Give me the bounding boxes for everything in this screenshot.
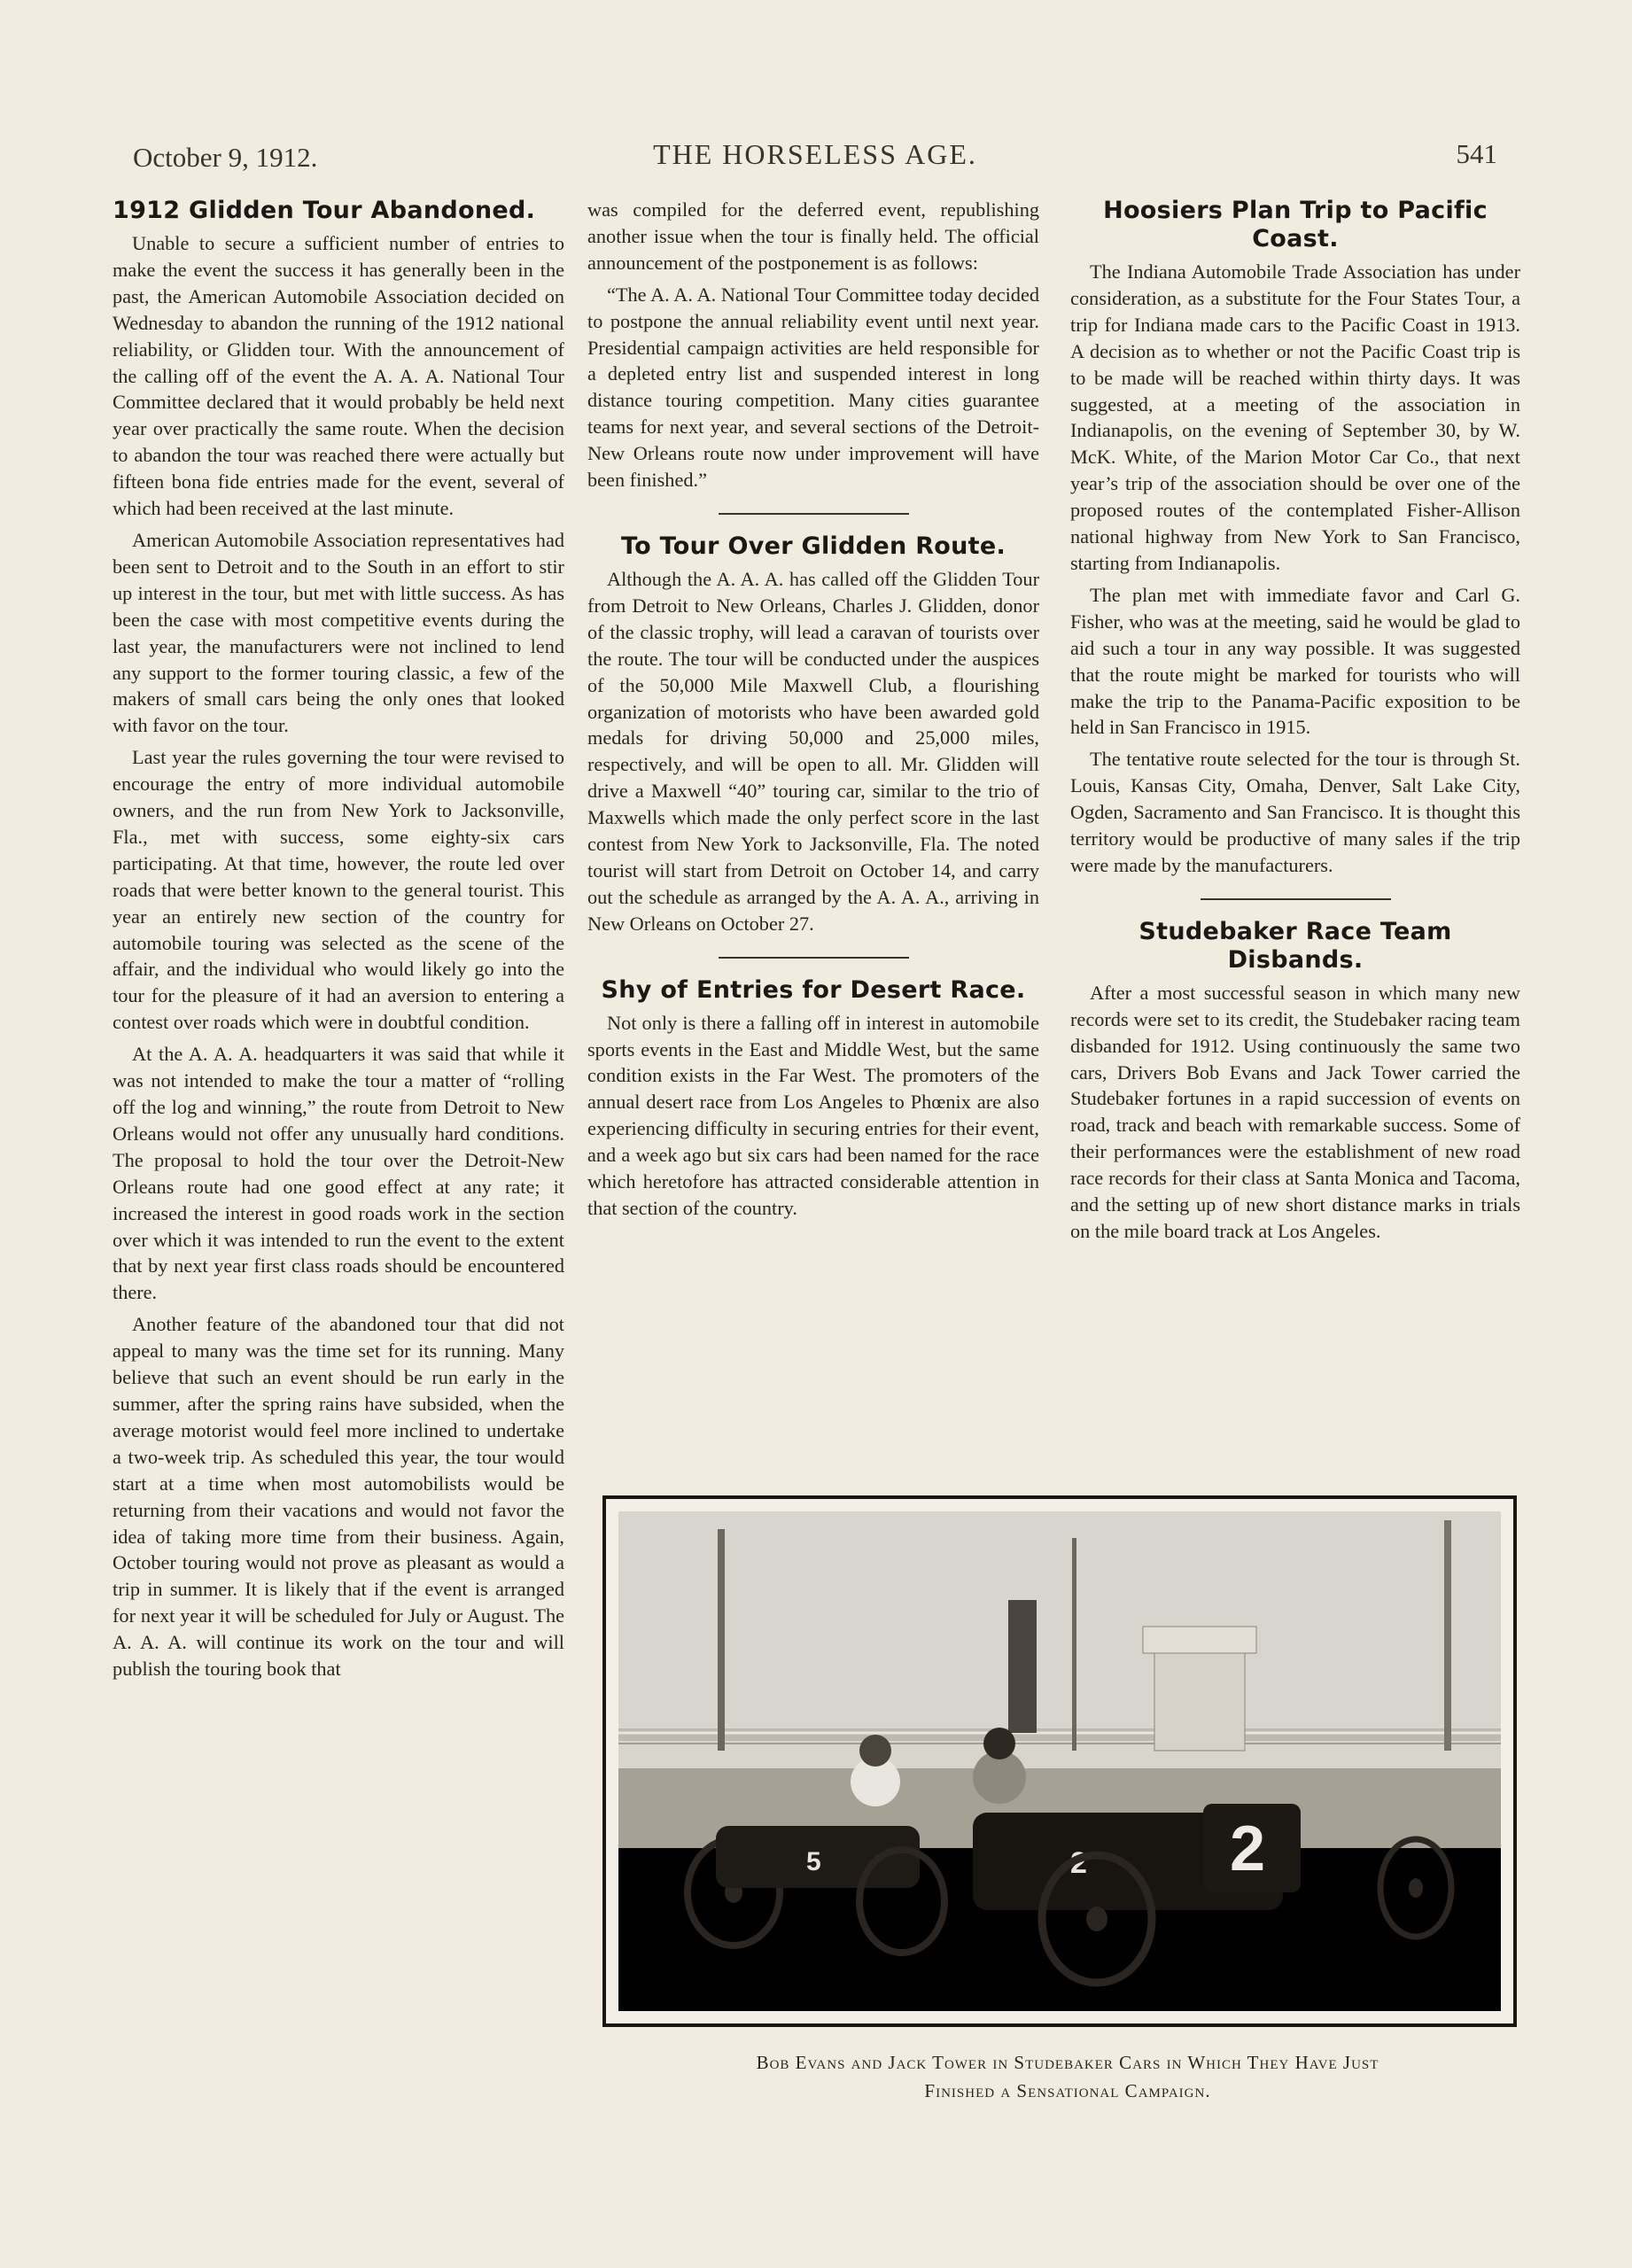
article-paragraph: “The A. A. A. National Tour Committee today decided to postpone the annual reliability event until next year. Presidential campaign activities are held responsible for a depleted entry list and suspended interest in long distance touring competition. Many cities guarantee teams for next year, and several sections of the Detroit-New Orleans route now under improvement will have been finished.” [587,283,1039,492]
article-paragraph: American Automobile Association representatives had been sent to Detroit and to the South in an effort to stir up interest in the tour, but met with little success. As has been the case with most competitive events during the last year, the manufacturers were not inclined to lend any support to the former touring classic, a few of the makers of small cars being the only ones that looked with favor on the tour. [113,528,564,737]
article-title-hoosiers: Hoosiers Plan Trip to Pacific Coast. [1103,197,1488,252]
article-paragraph: Unable to secure a sufficient number of entries to make the event the success it has generally been in the past, the American Automobile Association decided on Wednesday to abandon the running of the 1912 national reliability, or Glidden tour. With the announcement of the calling off of the event the A. A. A. National Tour Committee declared that it would probably be held next year over practically the same route. When the decision to abandon the tour was reached there were actually but fifteen bona fide entries made for the event, several of which had been received at the last minute. [113,232,564,520]
caption-line-2: Finished a Sensational Campaign. [924,2080,1211,2101]
article-paragraph: Another feature of the abandoned tour that did not appeal to many was the time set for its running. Many believe that such an event should be run early in the summer, after the spring rains have subsided, when the average motorist would feel more inclined to undertake a two-week trip. As scheduled this year, the tour would start at a time when most automobilists would be returning from their vacations and would not favor the idea of taking more time from their business. Again, October touring would not prove as pleasant as would a trip in summer. It is likely that if the event is arranged for next year it will be scheduled for July or August. The A. A. A. will continue its work on the tour and will publish the touring book that [113,1313,564,1681]
masthead: THE HORSELESS AGE. [653,138,977,170]
race-cars-photo [618,1511,1501,2011]
article-paragraph: Last year the rules governing the tour were revised to encourage the entry of more individual automobile owners, and the run from New York to Jacksonville, Fla., met with success, some eighty-six cars participating. At that time, however, the route led over roads that were better known to the general tourist. This year an entirely new section of the country for automobile touring was selected as the scene of the affair, and the individual who would likely go into the tour for the pleasure of it had an aversion to entering a contest over roads which were in doubtful condition. [113,746,564,1034]
column-2 [587,197,1039,1222]
page-number: 541 [1456,138,1497,169]
article-paragraph: The tentative route selected for the tour is through St. Louis, Kansas City, Omaha, Denver, Salt Lake City, Ogden, Sacramento and San Francisco. It is thought this territory would be productive of many sales if the trip were made by the manufacturers. [1070,748,1520,876]
article-paragraph: At the A. A. A. headquarters it was said that while it was not intended to make the tour a matter of “rolling off the log and winning,” the route from Detroit to New Orleans would not offer any unusually hard conditions. The proposal to hold the tour over the Detroit-New Orleans route had one good effect at any rate; it increased the interest in good roads work in the section over which it was intended to run the event to the extent that by next year first class roads should be encountered there. [113,1043,564,1304]
article-paragraph-continued: was compiled for the deferred event, republishing another issue when the tour is finally held. The official announcement of the postponement is as follows: [587,198,1039,274]
section-divider [1201,898,1391,900]
car-number-5: 5 [806,1847,821,1876]
article-title-studebaker: Studebaker Race Team Disbands. [1139,917,1452,974]
article-title-desert-race: Shy of Entries for Desert Race. [601,975,1026,1004]
race-cars-illustration [618,1511,1501,2011]
article-paragraph: After a most successful season in which many new records were set to its credit, the Studebaker racing team disbanded for 1912. Using continuously the same two cars, Drivers Bob Evans and Jack Tower carried the Studebaker fortunes in a rapid succession of events on road, track and beach with remarkable success. Some of their performances were the establishment of new road race records for their class at Santa Monica and Tacoma, and the setting up of new short distance marks in trials on the mile board track at Los Angeles. [1070,981,1520,1242]
article-title-glidden-abandoned: 1912 Glidden Tour Abandoned. [113,197,536,224]
caption-line-1: Bob Evans and Jack Tower in Studebaker Cars in Which They Have Just [756,2052,1379,2073]
car-number-2-side: 2 [1070,1846,1087,1880]
photo-frame [602,1495,1517,2027]
photo-caption [611,2048,1524,2105]
page-header [133,135,1497,179]
column-1 [113,197,564,1682]
article-paragraph: Although the A. A. A. has called off the Glidden Tour from Detroit to New Orleans, Charles J. Glidden, donor of the classic trophy, will lead a caravan of tourists over the route. The tour will be conducted under the auspices of the 50,000 Mile Maxwell Club, a flourishing organization of motorists who have been awarded gold medals for driving 50,000 and 25,000 miles, respectively, and will be open to all. Mr. Glidden will drive a Maxwell “40” touring car, similar to the trio of Maxwells which made the only perfect score in the last contest from New York to Jacksonville, Fla. The noted tourist will start from Detroit on October 14, and carry out the schedule as arranged by the A. A. A., arriving in New Orleans on October 27. [587,567,1039,935]
article-paragraph: The Indiana Automobile Trade Association has under consideration, as a substitute for the Four States Tour, a trip for Indiana made cars to the Pacific Coast in 1913. A decision as to whether or not the Pacific Coast trip is to be made will be reached within thirty days. It was suggested, at a meeting of the association in Indianapolis, on the evening of September 30, by W. McK. White, of the Marion Motor Car Co., that next year’s trip of the association should be over one of the proposed routes of the contemplated Fisher-Allison national highway from New York to San Francisco, starting from Indianapolis. [1070,260,1520,574]
article-paragraph: The plan met with immediate favor and Carl G. Fisher, who was at the meeting, said he would be glad to aid such a tour in any way possible. It was suggested that the route might be marked for tourists who will make the trip to the Panama-Pacific exposition to be held in San Francisco in 1915. [1070,583,1520,739]
section-divider [719,513,909,515]
issue-date: October 9, 1912. [133,142,318,173]
article-title-glidden-route: To Tour Over Glidden Route. [620,532,1006,560]
section-divider [719,957,909,959]
car-number-2-radiator: 2 [1230,1814,1266,1884]
article-paragraph: Not only is there a falling off in interest in automobile sports events in the East and Middle West, but the same condition exists in the Far West. The promoters of the annual desert race from Los Angeles to Phœnix are also experiencing difficulty in securing entries for their event, and a week ago but six cars had been named for the race which heretofore has attracted considerable attention in that section of the country. [587,1011,1039,1219]
column-3 [1070,197,1520,1245]
